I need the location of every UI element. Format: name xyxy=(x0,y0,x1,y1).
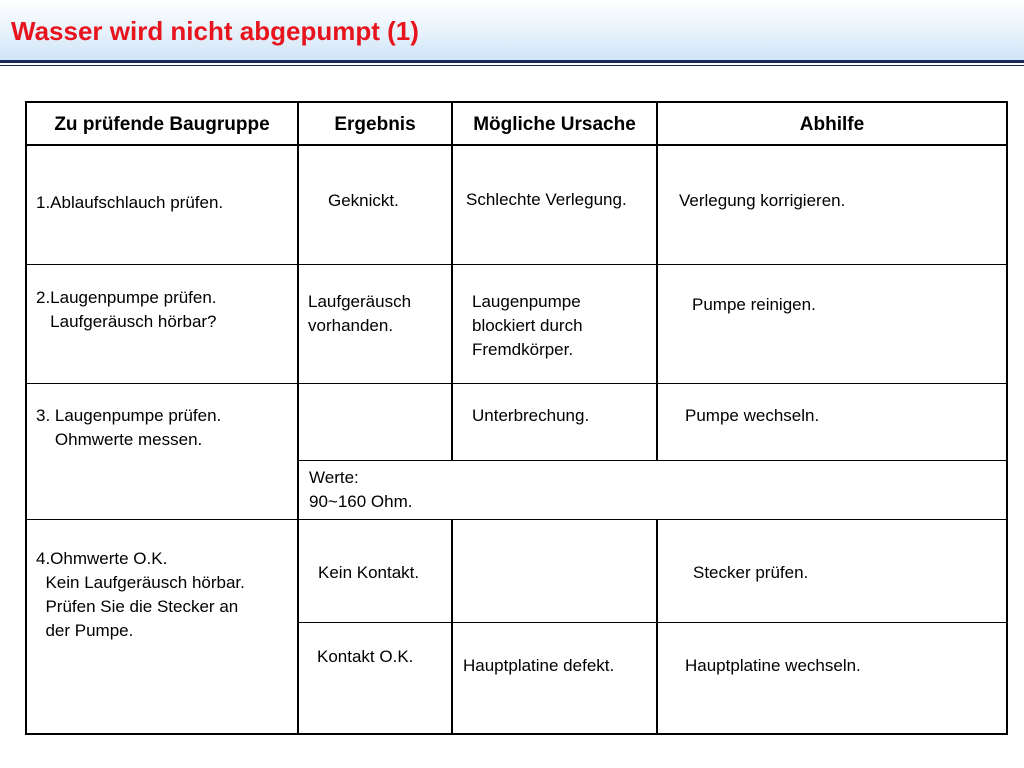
header-baugruppe: Zu prüfende Baugruppe xyxy=(54,114,270,135)
col-separator-3a xyxy=(656,101,658,461)
row4-sub2-ergebnis: Kontakt O.K. xyxy=(317,647,414,666)
row3-baugruppe: 3. Laugenpumpe prüfen. Ohmwerte messen. xyxy=(36,406,222,449)
header-abhilfe: Abhilfe xyxy=(799,114,865,135)
row-separator-3 xyxy=(25,519,1008,520)
row3-ursache: Unterbrechung. xyxy=(472,406,590,425)
row1-ursache: Schlechte Verlegung. xyxy=(466,190,627,209)
row3-abhilfe: Pumpe wechseln. xyxy=(685,406,820,425)
col-separator-2a xyxy=(451,101,453,461)
row4-baugruppe: 4.Ohmwerte O.K. Kein Laufgeräusch hörbar. Prüfen Sie die Stecker an der Pumpe. xyxy=(36,549,245,640)
col-separator-2b xyxy=(451,519,453,735)
werte-separator-top xyxy=(298,460,1008,461)
header-rule-thick xyxy=(0,60,1024,63)
row2-ursache: Laugenpumpe blockiert durch Fremdkörper. xyxy=(472,292,583,359)
header-rule-thin xyxy=(0,65,1024,66)
row2-abhilfe: Pumpe reinigen. xyxy=(692,295,816,314)
row-separator-1 xyxy=(25,264,1008,265)
row1-baugruppe: 1.Ablaufschlauch prüfen. xyxy=(36,193,224,212)
col-separator-1 xyxy=(297,101,299,735)
row4-sub-separator xyxy=(298,622,1008,623)
row4-sub2-ursache: Hauptplatine defekt. xyxy=(463,656,615,675)
row4-sub2-abhilfe: Hauptplatine wechseln. xyxy=(685,656,861,675)
header-ergebnis: Ergebnis xyxy=(334,114,416,135)
row-separator-2 xyxy=(25,383,1008,384)
row2-baugruppe: 2.Laugenpumpe prüfen. Laufgeräusch hörbar? xyxy=(36,288,217,331)
page-title: Wasser wird nicht abgepumpt (1) xyxy=(11,16,419,46)
header-separator xyxy=(25,144,1008,146)
row2-ergebnis: Laufgeräusch vorhanden. xyxy=(308,292,412,335)
header-ursache: Mögliche Ursache xyxy=(473,114,636,135)
col-separator-3b xyxy=(656,519,658,735)
row4-sub1-ergebnis: Kein Kontakt. xyxy=(318,563,420,582)
row3-werte: Werte: 90~160 Ohm. xyxy=(309,468,413,511)
row4-sub1-abhilfe: Stecker prüfen. xyxy=(693,563,809,582)
row1-ergebnis: Geknickt. xyxy=(328,191,399,210)
row1-abhilfe: Verlegung korrigieren. xyxy=(679,191,846,210)
